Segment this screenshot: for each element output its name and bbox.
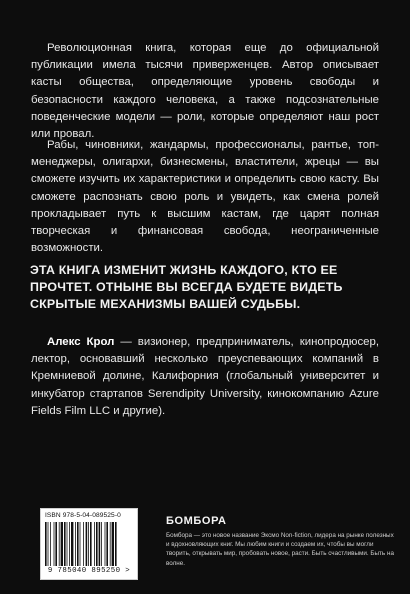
castes-paragraph: Рабы, чиновники, жандармы, профессионалы, рантье, топ-менеджеры, олигархи, бизнесмены, властители, жрецы — вы сможете изучить их характеристики и определить свою касту. Вы сможете распознать свою роль и увидеть, как смена ролей прокладывает путь к высшим кастам, где царят полная творческая и финансовая свобода, неограниченные возможности. — [31, 139, 379, 255]
barcode-digits: 9 785040 895250 > — [47, 567, 131, 575]
author-bio-paragraph — [31, 334, 379, 420]
isbn-text: ISBN 978-5-04-089525-0 — [45, 512, 121, 519]
barcode-image — [45, 522, 133, 566]
barcode-box — [40, 508, 138, 580]
headline: ЭТА КНИГА ИЗМЕНИТ ЖИЗНЬ КАЖДОГО, КТО ЕЕ ПРОЧТЕТ. ОТНЫНЕ ВЫ ВСЕГДА БУДЕТЕ ВИДЕТЬ СКРЫТЫЕ МЕХАНИЗМЫ ВАШЕЙ СУДЬБЫ. — [30, 263, 343, 311]
publisher-logo: БОМБОРА — [166, 515, 227, 527]
author-name: Алекс Крол — [47, 336, 115, 348]
author-bio: — визионер, предприниматель, кинопродюсер, лектор, основавший несколько преуспевающих компаний в Кремниевой долине, Калифорния (глобальный университет и инкубатор стартапов Serendipity University, кинокомпанию Azure Fields Film LLC и другие). — [31, 336, 379, 417]
description-paragraph: Революционная книга, которая еще до официальной публикации имела тысячи приверженцев. Автор описывает касты общества, определяющие уровень свободы и безопасности каждого человека, а также подсознательные поведенческие модели — роли, которые определяют наш рост или провал. — [31, 42, 379, 141]
publisher-text: Бомбора — это новое название Эксмо Non-fiction, лидера на рынке полезных и вдохновляющих книг. Мы любим книги и создаем их, чтобы вы могли творить, открывать мир, пробовать новое, расти. Быть счастливыми. Быть на волне. — [166, 532, 394, 567]
